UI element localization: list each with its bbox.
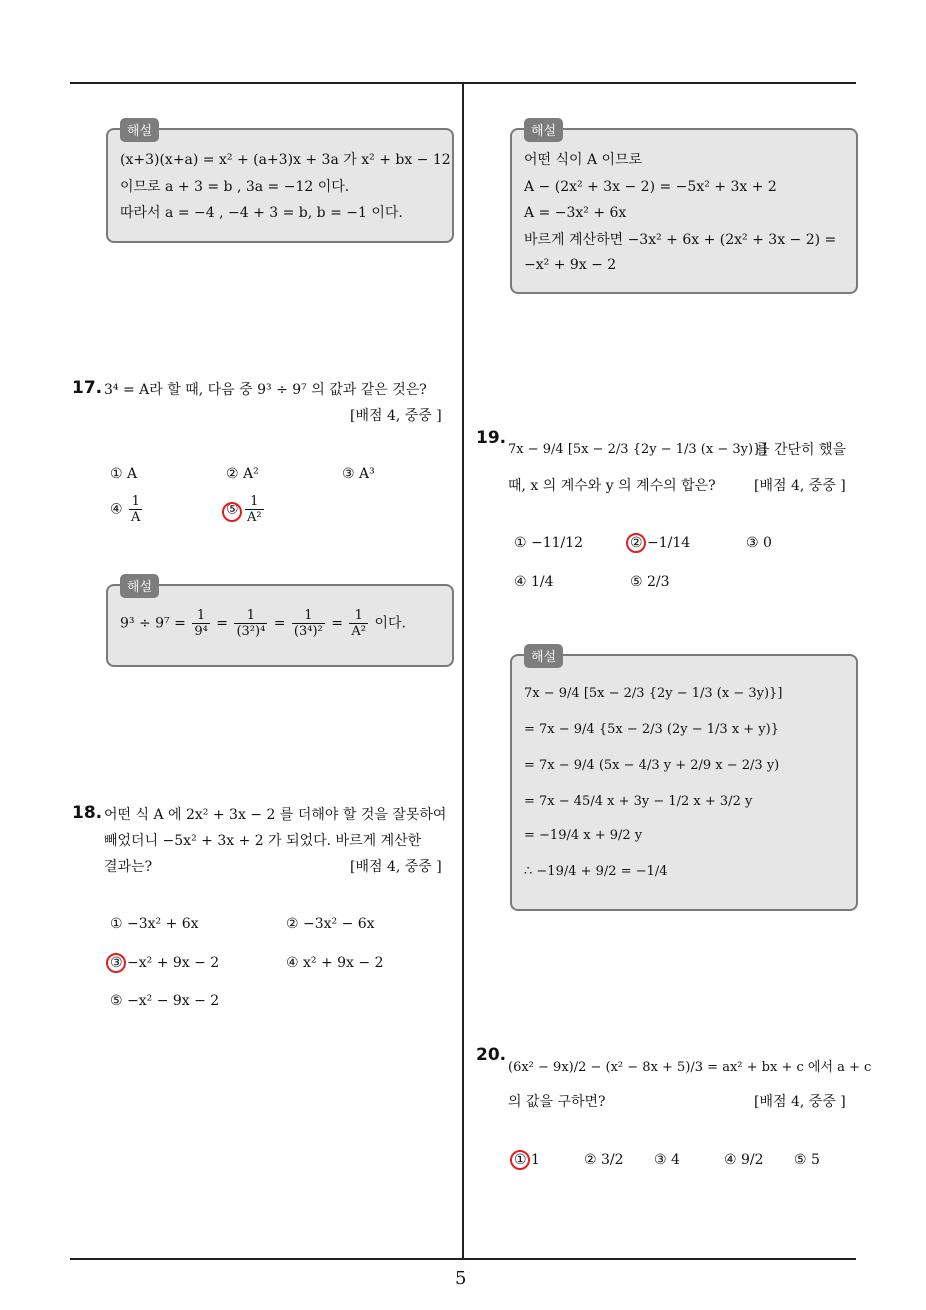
solution-line: = 7x − 45/4 x + 3y − 1/2 x + 3/2 y (524, 794, 753, 809)
fraction: $\frac{1}{A}$ (131, 494, 141, 525)
solution-line: A − (2x² + 3x − 2) = −5x² + 3x + 2 (524, 179, 777, 195)
option-3[interactable]: ③ −x² + 9x − 2 (110, 955, 220, 971)
option-marker: ⑤ (226, 501, 239, 518)
solution-line: 따라서 a = −4 , −4 + 3 = b, b = −1 이다. (120, 205, 403, 221)
solution-box-16 (106, 128, 454, 243)
question-text: 어떤 식 A 에 2x² + 3x − 2 를 더해야 할 것을 잘못하여 (104, 807, 447, 823)
answer-mark-circle (510, 1150, 530, 1170)
column-divider (462, 83, 464, 1259)
question-number-20: 20. (476, 1045, 507, 1065)
page-number: 5 (455, 1268, 467, 1289)
option-1[interactable]: ① 1 (514, 1152, 540, 1168)
answer-mark-circle (626, 533, 646, 553)
option-4[interactable]: ④ x² + 9x − 2 (286, 955, 384, 971)
solution-label: 해설 (120, 118, 159, 142)
question-text: 3⁴ = A라 할 때, 다음 중 9³ ÷ 9⁷ 의 값과 같은 것은? (104, 382, 427, 398)
question-number-17: 17. (72, 378, 103, 398)
solution-label: 해설 (120, 574, 159, 598)
answer-mark-circle (222, 502, 242, 522)
option-1[interactable]: ① −3x² + 6x (110, 916, 199, 932)
solution-box-17 (106, 584, 454, 667)
option-2[interactable]: ② −3x² − 6x (286, 916, 375, 932)
solution-label: 해설 (524, 118, 563, 142)
question-text: 때, x 의 계수와 y 의 계수의 합은? (508, 478, 716, 494)
option-1[interactable]: ① A (110, 466, 138, 482)
option-marker: ④ (110, 501, 123, 518)
score-info: [배점 4, 중중 ] (350, 408, 442, 424)
solution-line: (x+3)(x+a) = x² + (a+3)x + 3a 가 x² + bx − 12 (120, 152, 451, 168)
solution-line: 7x − 9/4 [5x − 2/3 {2y − 1/3 (x − 3y)}] (524, 686, 783, 701)
option-3[interactable]: ③ 0 (746, 535, 772, 551)
option-4[interactable]: ④ 1/4 (514, 574, 554, 590)
question-expression: 7x − 9/4 [5x − 2/3 {2y − 1/3 (x − 3y)}] (508, 442, 767, 457)
question-number-18: 18. (72, 803, 103, 823)
option-4[interactable] (110, 494, 144, 525)
question-text: 결과는? (104, 859, 153, 875)
score-info: [배점 4, 중중 ] (350, 859, 442, 875)
answer-mark-circle (106, 953, 126, 973)
solution-line: 바르게 계산하면 −3x² + 6x + (2x² + 3x − 2) = (524, 232, 837, 248)
question-number-19: 19. (476, 428, 507, 448)
question-expression: (6x² − 9x)/2 − (x² − 8x + 5)/3 = ax² + bx + c 에서 a + c (508, 1060, 872, 1075)
score-info: [배점 4, 중중 ] (754, 1094, 846, 1110)
solution-label: 해설 (524, 644, 563, 668)
fraction: $\frac{1}{\text{A²}}$ (247, 494, 262, 525)
question-text: 빼었더니 −5x² + 3x + 2 가 되었다. 바르게 계산한 (104, 833, 422, 849)
option-5[interactable]: ⑤ 5 (794, 1152, 820, 1168)
option-2[interactable]: ② −1/14 (630, 535, 691, 551)
solution-line: 어떤 식이 A 이므로 (524, 152, 643, 168)
solution-line: ∴ −19/4 + 9/2 = −1/4 (524, 864, 668, 879)
option-2[interactable]: ② 3/2 (584, 1152, 624, 1168)
solution-box-18 (510, 128, 858, 294)
question-text: 의 값을 구하면? (508, 1094, 606, 1110)
solution-line: = 7x − 9/4 (5x − 4/3 y + 2/9 x − 2/3 y) (524, 758, 780, 773)
option-5[interactable]: ⑤ 2/3 (630, 574, 670, 590)
option-2[interactable]: ② A² (226, 466, 259, 482)
score-info: [배점 4, 중중 ] (754, 478, 846, 494)
bottom-rule (70, 1258, 856, 1260)
option-5[interactable]: ⑤ −x² − 9x − 2 (110, 993, 220, 1009)
solution-line: = −19/4 x + 9/2 y (524, 828, 643, 843)
solution-line: 9³ ÷ 9⁷ = $\frac{1}{\text{9⁴}}$ = $\frac{1}{\text{(3²)⁴}}$ = $\frac{1}{\text{(3⁴)²}}$ = $\frac{1}{\text{A²}}$ 이다. (120, 608, 406, 639)
option-1[interactable]: ① −11/12 (514, 535, 584, 551)
solution-line: −x² + 9x − 2 (524, 257, 617, 273)
option-3[interactable]: ③ 4 (654, 1152, 680, 1168)
solution-box-19 (510, 654, 858, 911)
solution-line: 이므로 a + 3 = b , 3a = −12 이다. (120, 179, 350, 195)
question-text: 를 간단히 했을 (756, 442, 847, 458)
option-4[interactable]: ④ 9/2 (724, 1152, 764, 1168)
solution-line: A = −3x² + 6x (524, 205, 627, 221)
option-3[interactable]: ③ A³ (342, 466, 375, 482)
solution-line: = 7x − 9/4 {5x − 2/3 (2y − 1/3 x + y)} (524, 722, 779, 737)
